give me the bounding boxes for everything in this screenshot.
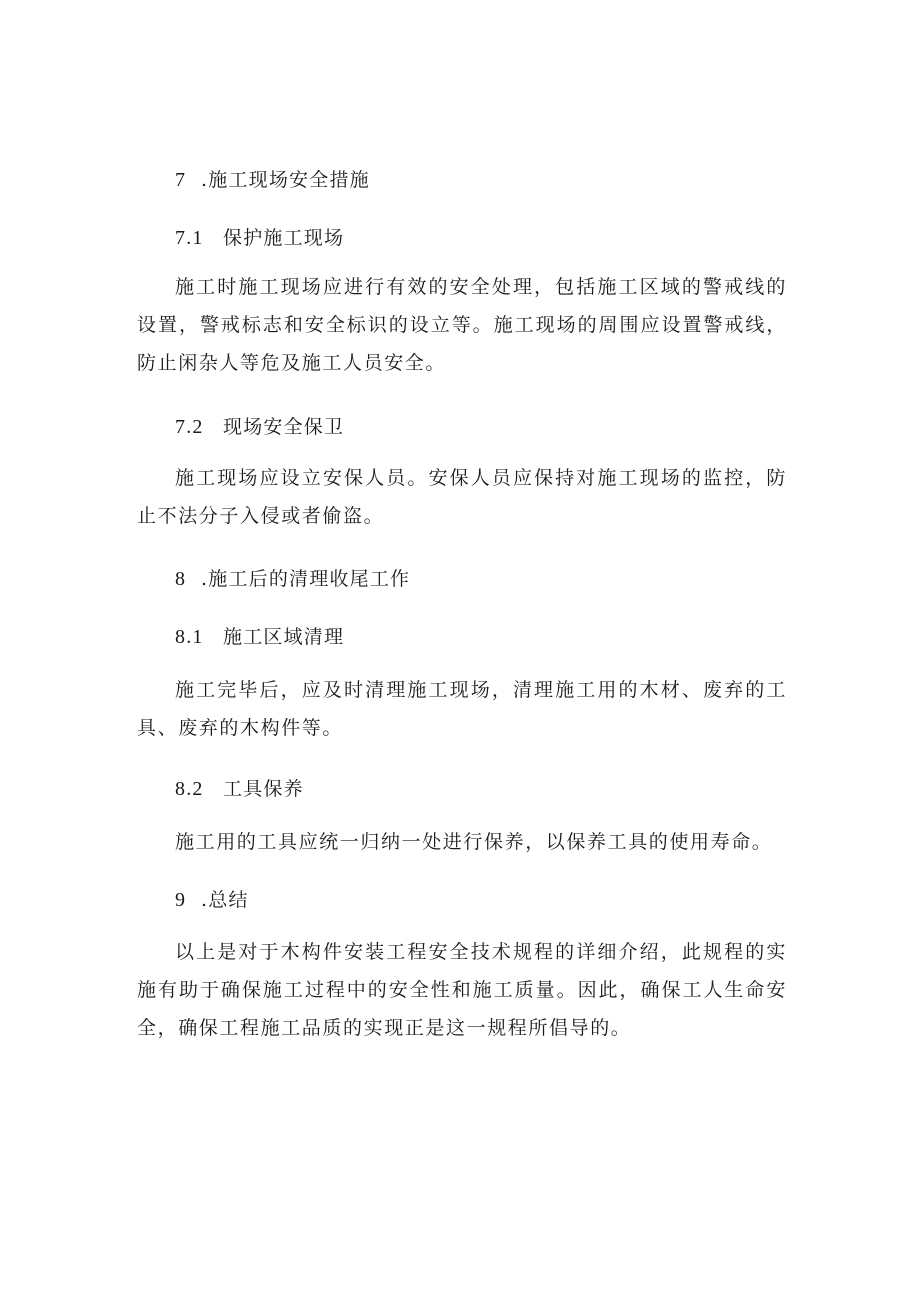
section-heading-8 xyxy=(175,566,410,592)
section-number: 8 xyxy=(175,568,187,590)
subsection-title: 保护施工现场 xyxy=(223,227,345,249)
subsection-title: 施工区域清理 xyxy=(223,626,345,648)
section-number: 7 xyxy=(175,169,187,191)
subsection-title: 现场安全保卫 xyxy=(223,416,345,438)
paragraph-7-1: 施工时施工现场应进行有效的安全处理，包括施工区域的警戒线的设置，警戒标志和安全标识的设立等。施工现场的周围应设置警戒线，防止闲杂人等危及施工人员安全。 xyxy=(137,276,787,374)
paragraph-8-1: 施工完毕后，应及时清理施工现场，清理施工用的木材、废弃的工具、废弃的木构件等。 xyxy=(137,679,787,739)
section-number: 9 xyxy=(175,889,187,911)
subsection-heading-8-2 xyxy=(175,776,304,802)
paragraph-8-2: 施工用的工具应统一归纳一处进行保养，以保养工具的使用寿命。 xyxy=(175,831,773,853)
subsection-heading-8-1 xyxy=(175,624,344,650)
subsection-heading-7-2 xyxy=(175,414,344,440)
paragraph-9: 以上是对于木构件安装工程安全技术规程的详细介绍，此规程的实施有助于确保施工过程中的安全性和施工质量。因此，确保工人生命安全，确保工程施工品质的实现正是这一规程所倡导的。 xyxy=(137,941,787,1039)
section-heading-9 xyxy=(175,887,249,913)
subsection-number: 8.2 xyxy=(175,778,204,800)
paragraph-7-2: 施工现场应设立安保人员。安保人员应保持对施工现场的监控，防止不法分子入侵或者偷盗。 xyxy=(137,467,787,527)
subsection-title: 工具保养 xyxy=(223,778,304,800)
section-heading-7 xyxy=(175,167,370,193)
section-title: .总结 xyxy=(201,889,249,911)
section-title: .施工后的清理收尾工作 xyxy=(201,568,411,590)
subsection-number: 7.1 xyxy=(175,227,204,249)
subsection-heading-7-1 xyxy=(175,225,344,251)
subsection-number: 7.2 xyxy=(175,416,204,438)
subsection-number: 8.1 xyxy=(175,626,204,648)
section-title: .施工现场安全措施 xyxy=(201,169,370,191)
